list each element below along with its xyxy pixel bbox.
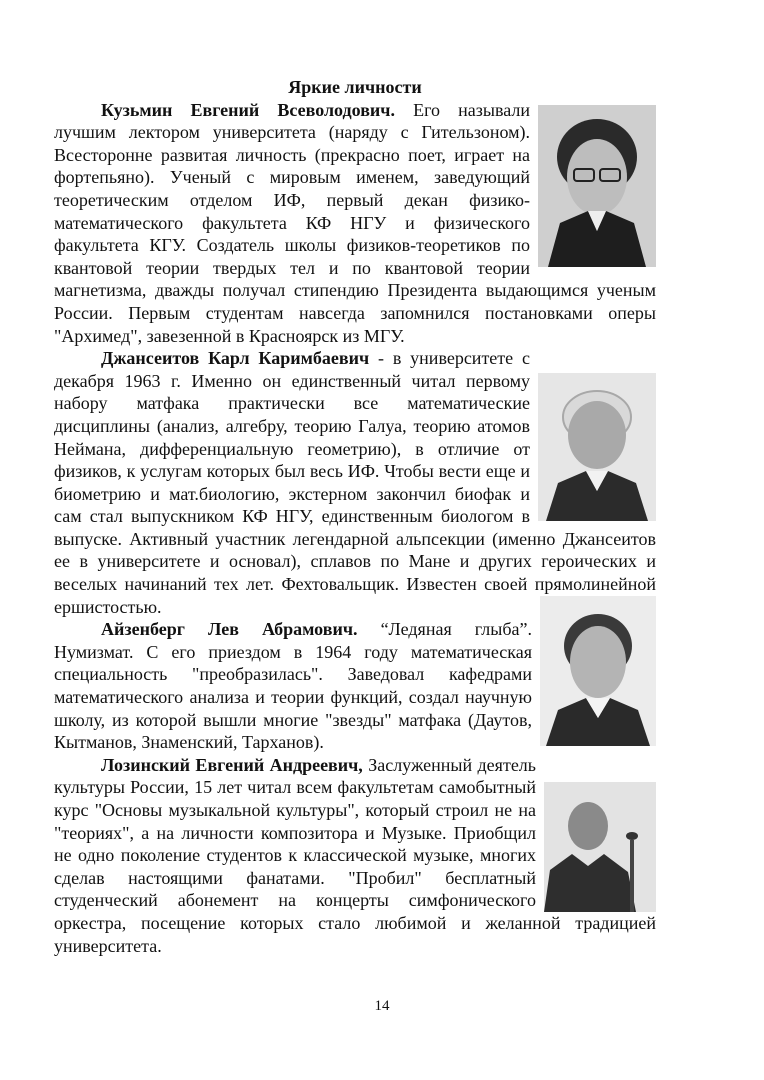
portrait-photo-kuzmin	[538, 105, 656, 267]
entry-lozinsky	[54, 754, 656, 957]
person-name: Джансеитов Карл Каримбаевич	[101, 348, 370, 369]
portrait-photo-lozinsky	[544, 782, 656, 912]
entry-aizenberg	[54, 618, 656, 754]
person-name: Кузьмин Евгений Всеволодович.	[101, 99, 395, 120]
page-content	[54, 76, 656, 957]
page-number: 14	[374, 998, 390, 1014]
entry-text: “Ледяная глыба”. Нумизмат. С его приездом в 1964 году математическая специальность "преобразилась". Заведовал кафедрами математического анализа и теории функций, создал научную школу, из которой вышли многие "звезды" матфака (Даутов, Кытманов, Знаменский, Тарханов).	[54, 619, 532, 753]
entry-text: Его называли лучшим лектором университета (наряду с Гительзоном). Всесторонне развитая личность (прекрасно поет, играет на фортепьяно). Ученый с мировым именем, заведующий теоретическим отделом ИФ, первый декан физико-математического факультета КФ НГУ и физического факультета КГУ. Создатель школы физиков-теоретиков по квантовой теории твердых тел и по квантовой теории магнетизма, дважды получал стипендию Президента выдающимся ученым России. Первым студентам навсегда запомнился постановками оперы "Архимед", завезенной в Красноярск из МГУ.	[54, 99, 656, 346]
person-name: Лозинский Евгений Андреевич,	[101, 754, 363, 775]
portrait-photo-aizenberg	[540, 596, 656, 746]
portrait-photo-dzhanseitov	[538, 373, 656, 521]
entry-dzhanseitov	[54, 347, 656, 618]
entry-text: Заслуженный деятель культуры России, 15 лет читал всем факультетам самобытный курс "Основы музыкальной культуры", который строил не на "теориях", а на личности композитора и Музыке. Приобщил не одно поколение студентов к классической музыке, многих сделав настоящими фанатами. "Пробил" бесплатный студенческий абонемент на концерты симфонического оркестра, посещение которых стало любимой и желанной традицией университета.	[54, 754, 656, 956]
page-title: Яркие личности	[288, 77, 422, 97]
entry-text: - в университете с декабря 1963 г. Именно он единственный читал первому набору матфака практически все математические дисциплины (анализ, алгебру, теорию Галуа, теорию атомов Неймана, дифференциальную геометрию), в отличие от физиков, к услугам которых был весь ИФ. Чтобы вести еще и биометрию и мат.биологию, экстерном закончил биофак и сам стал выпускником КФ НГУ, единственным биологом в выпуске. Активный участник легендарной альпсекции (именно Джансеитов ее в университете и основал), сплавов по Мане и других героических и веселых начинаний тех лет. Фехтовальщик. Известен своей прямолинейной ершистостью.	[54, 348, 656, 617]
person-name: Айзенберг Лев Абрамович.	[101, 619, 358, 640]
entry-kuzmin	[54, 99, 656, 348]
